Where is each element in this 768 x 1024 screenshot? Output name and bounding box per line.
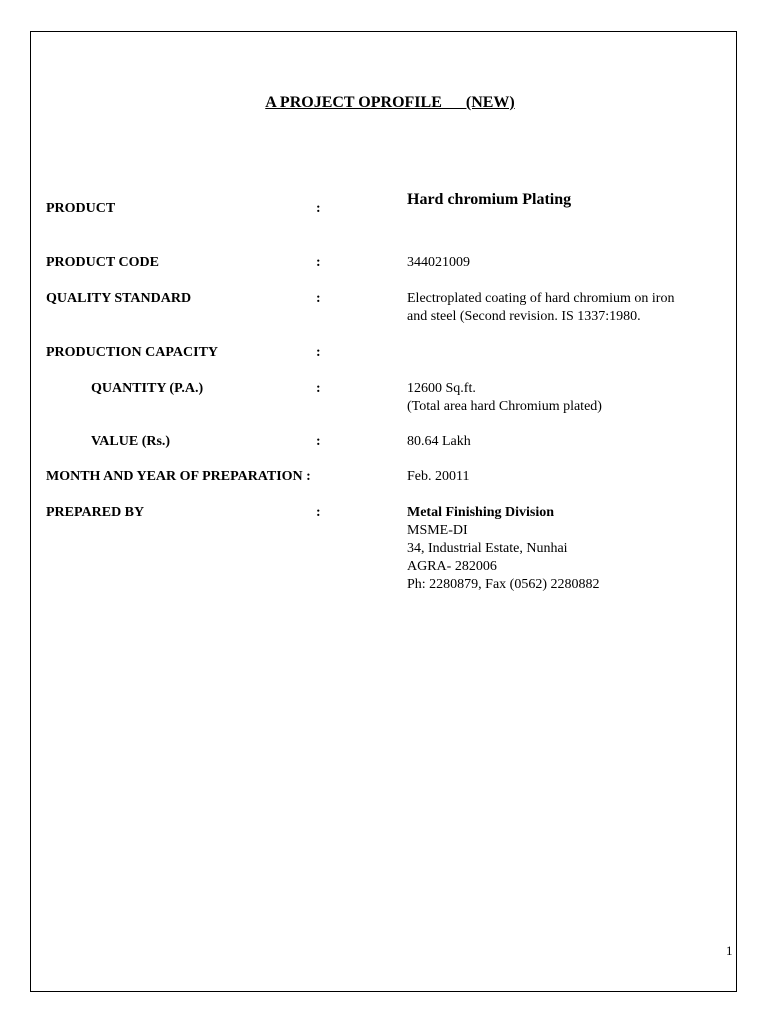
prepared-by-value <box>407 504 727 594</box>
page-number: 1 <box>726 943 733 958</box>
value-colon: : <box>316 434 321 449</box>
quantity-colon: : <box>316 381 321 396</box>
prepared-by-label: PREPARED BY <box>46 505 145 520</box>
product-value <box>407 191 727 209</box>
product-value-text: Hard chromium Plating <box>407 191 572 208</box>
prepared-by-division: Metal Finishing Division <box>407 505 555 520</box>
product-code-colon: : <box>316 255 321 270</box>
quality-standard-line-2: and steel (Second revision. IS 1337:1980. <box>407 309 641 324</box>
product-code-label: PRODUCT CODE <box>46 255 159 270</box>
product-code-value-text: 344021009 <box>407 255 470 270</box>
quality-standard-colon: : <box>316 291 321 306</box>
value-value <box>407 433 727 451</box>
prepared-by-colon: : <box>316 505 321 520</box>
page-title: A PROJECT OPROFILE (NEW) <box>265 94 515 111</box>
prepared-by-organization: MSME-DI <box>407 523 468 538</box>
product-label: PRODUCT <box>46 201 116 216</box>
month-year-value <box>407 468 727 486</box>
quality-standard-line-1: Electroplated coating of hard chromium on iron <box>407 291 675 306</box>
prepared-by-address: 34, Industrial Estate, Nunhai <box>407 541 568 556</box>
prepared-by-contact: Ph: 2280879, Fax (0562) 2280882 <box>407 577 600 592</box>
quality-standard-value <box>407 290 727 326</box>
quantity-line-2: (Total area hard Chromium plated) <box>407 399 602 414</box>
quantity-value <box>407 380 727 416</box>
prepared-by-city: AGRA- 282006 <box>407 559 497 574</box>
product-colon: : <box>316 201 321 216</box>
value-label: VALUE (Rs.) <box>91 434 171 449</box>
quality-standard-label: QUALITY STANDARD <box>46 291 192 306</box>
product-code-value <box>407 254 727 272</box>
quantity-line-1: 12600 Sq.ft. <box>407 381 476 396</box>
month-year-value-text: Feb. 20011 <box>407 469 470 484</box>
production-capacity-label: PRODUCTION CAPACITY <box>46 345 219 360</box>
value-value-text: 80.64 Lakh <box>407 434 471 449</box>
month-year-label: MONTH AND YEAR OF PREPARATION : <box>46 469 311 484</box>
quantity-label: QUANTITY (P.A.) <box>91 381 204 396</box>
production-capacity-colon: : <box>316 345 321 360</box>
